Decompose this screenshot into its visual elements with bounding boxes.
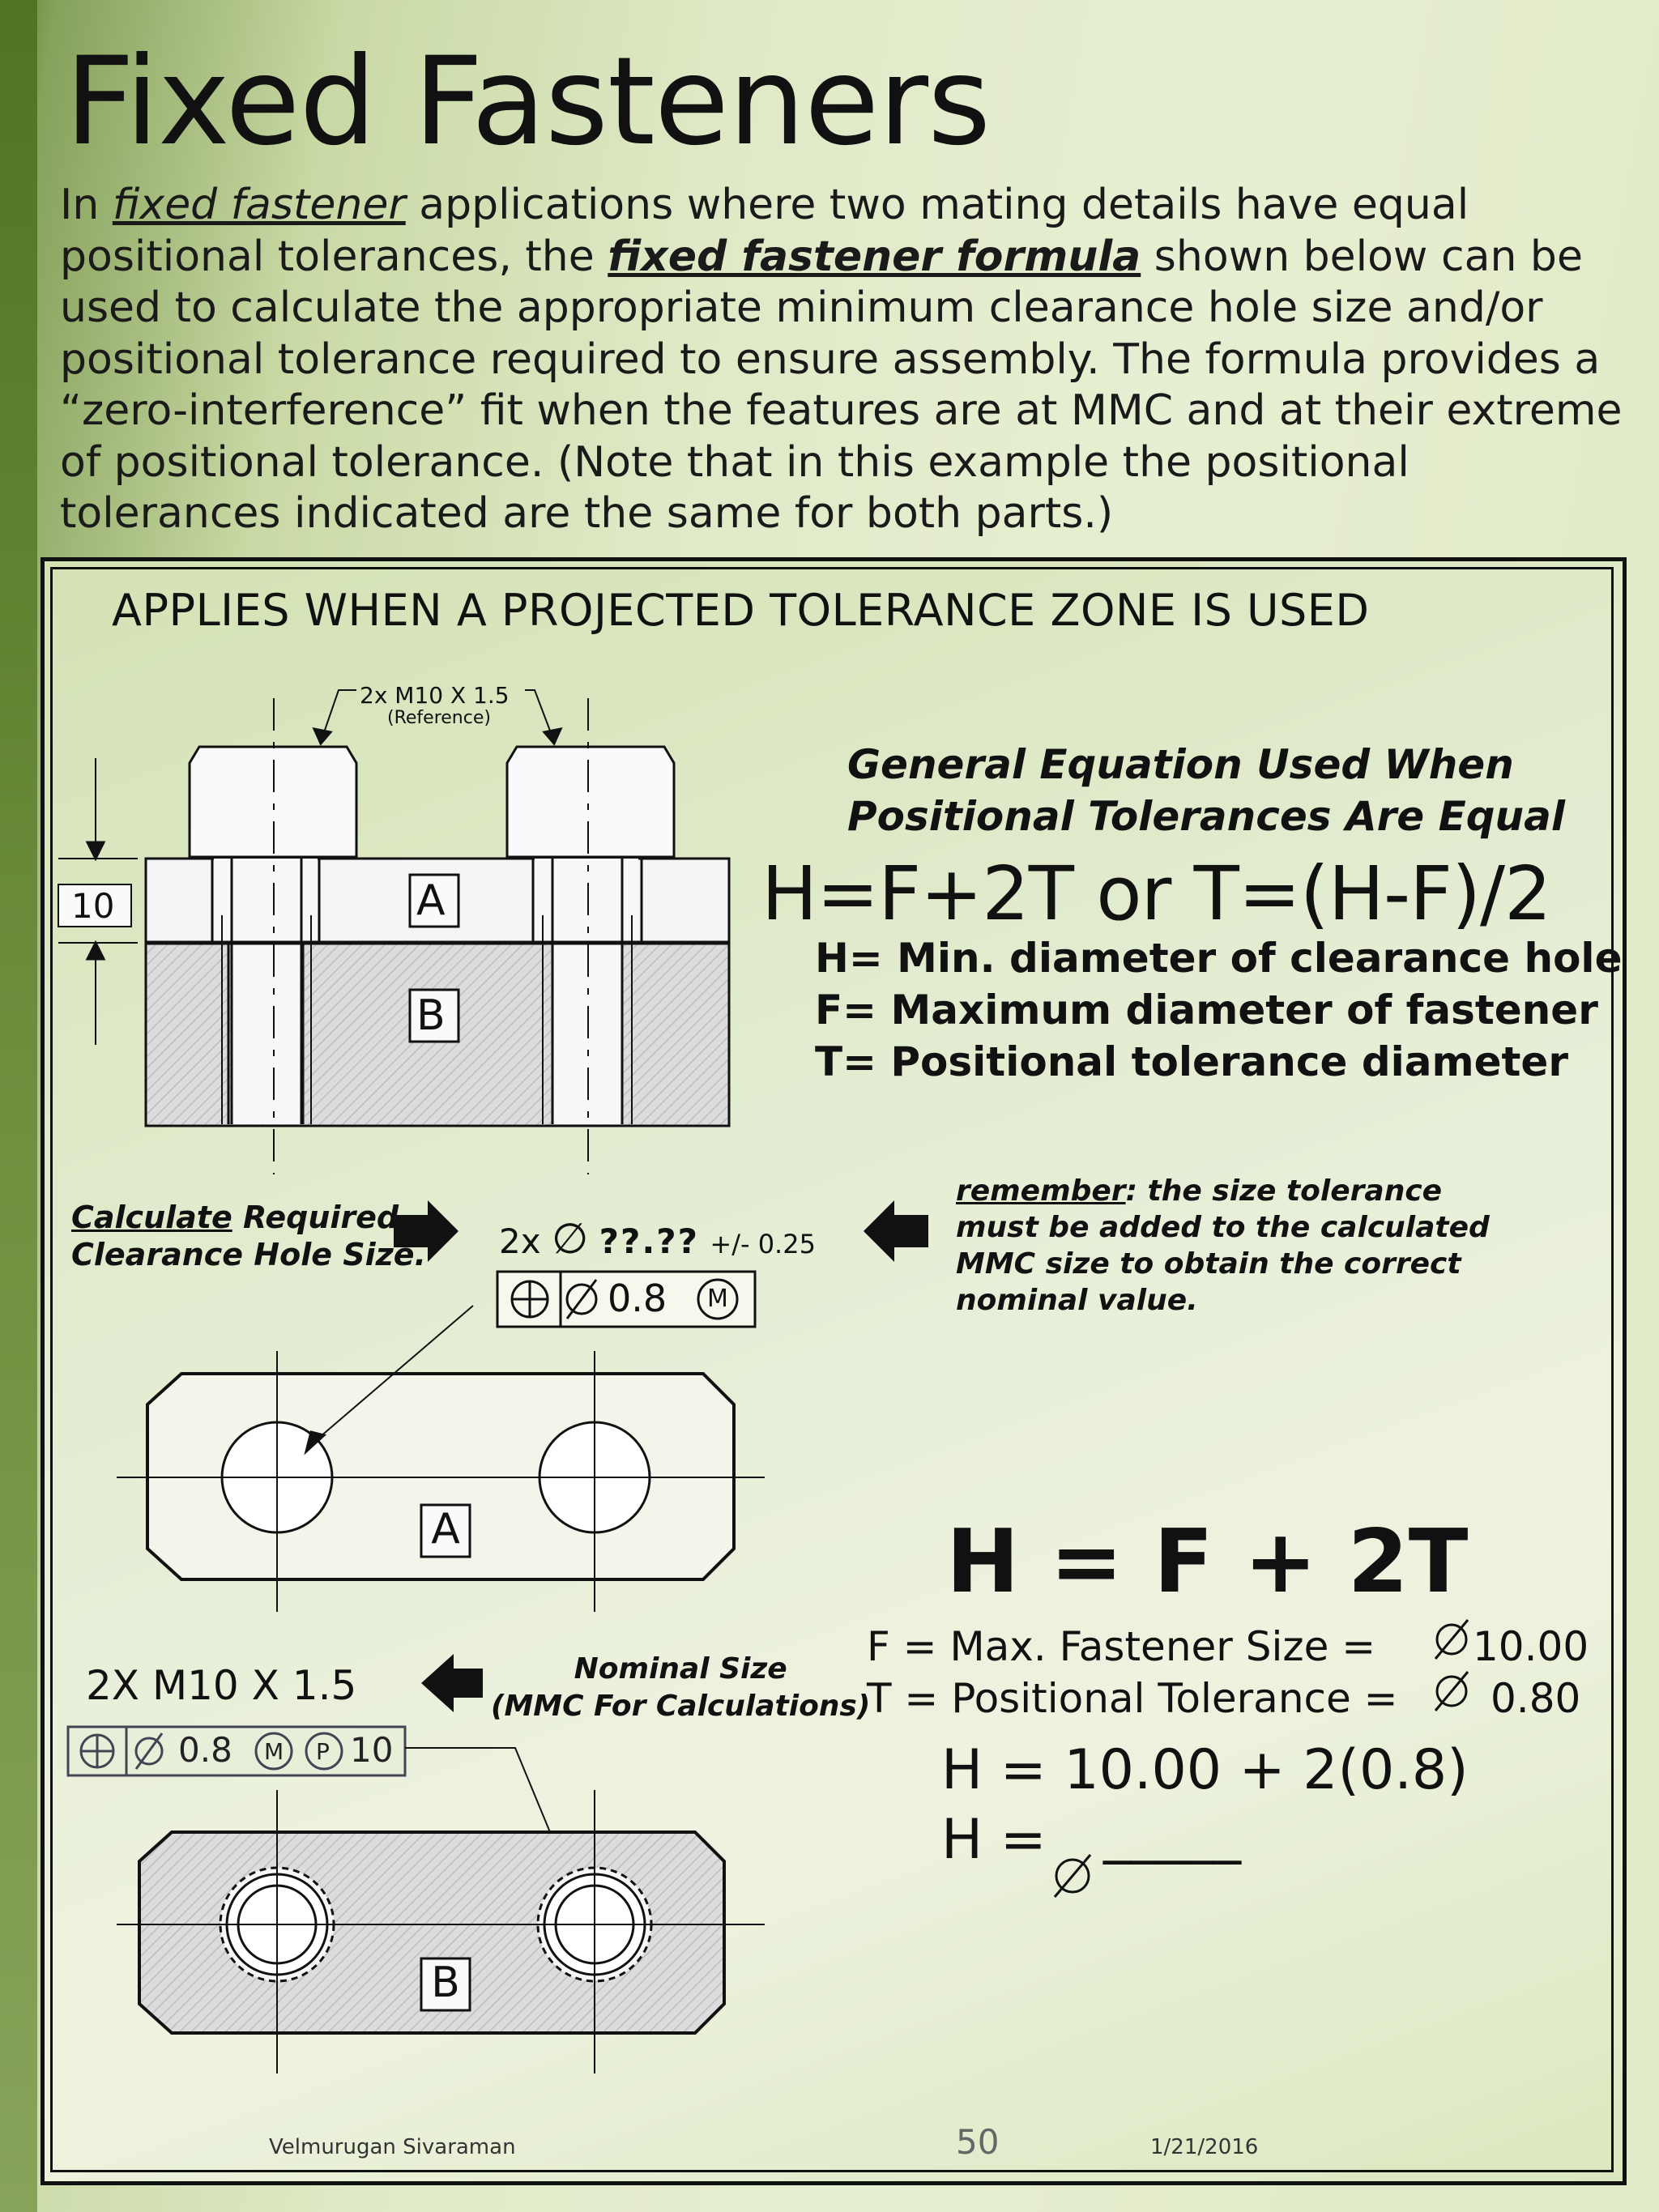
footer-date: 1/21/2016 <box>1150 2135 1259 2159</box>
calculate-note <box>71 1199 426 1273</box>
callout-top-prefix: 2x <box>499 1221 541 1261</box>
geh-line-1: General Equation Used When <box>847 741 1514 788</box>
bolt-head-right <box>507 747 674 857</box>
fcf-top-mod-m: M <box>707 1285 728 1313</box>
fcf-bottom-mod-m: M <box>264 1738 284 1765</box>
general-equation-heading <box>847 739 1565 842</box>
remember-underlined: remember <box>956 1174 1126 1208</box>
worked-h-calc: H = 10.00 + 2(0.8) <box>941 1738 1469 1802</box>
applies-heading: APPLIES WHEN A PROJECTED TOLERANCE ZONE IS USED <box>112 585 1370 636</box>
fcf-bottom-value: 0.8 <box>178 1730 232 1770</box>
remember-line-1: : the size tolerance <box>1125 1174 1443 1208</box>
footer-author: Velmurugan Sivaraman <box>269 2135 516 2159</box>
definition-f: F= Maximum diameter of fastener <box>815 987 1598 1034</box>
worked-h-blank: _____ <box>1103 1801 1241 1865</box>
calc-line-2: Clearance Hole Size. <box>71 1237 426 1272</box>
worked-t-label: T = Positional Tolerance = <box>867 1675 1398 1722</box>
plate-b-datum-label: B <box>431 1958 460 2007</box>
geh-line-2: Positional Tolerances Are Equal <box>847 793 1566 840</box>
intro-text-1: In <box>60 181 113 229</box>
arrow-left-icon <box>864 1200 928 1262</box>
general-formula: H=F+2T or T=(H-F)/2 <box>761 850 1551 937</box>
intro-text-2: applications where two mating details have equal positional tolerances, the <box>60 181 1469 281</box>
footer-page-number: 50 <box>956 2122 1000 2162</box>
worked-f-label: F = Max. Fastener Size = <box>867 1623 1376 1670</box>
worked-h-result-prefix: H = <box>941 1808 1047 1872</box>
section-view <box>58 690 729 1174</box>
fcf-bottom-mod-p: P <box>316 1738 330 1765</box>
nominal-line-1: Nominal Size <box>574 1652 787 1686</box>
plate-b-view <box>117 1790 765 2073</box>
remember-line-4: nominal value. <box>956 1284 1198 1317</box>
callout-top-tol: +/- 0.25 <box>710 1229 816 1259</box>
plate-a-datum-label: A <box>431 1505 460 1554</box>
datum-a-label: A <box>416 876 446 925</box>
thread-callout-label: 2x M10 X 1.5 <box>360 682 510 709</box>
dim-10-label: 10 <box>71 886 115 926</box>
callout-top <box>499 1215 816 1264</box>
worked-formula: H = F + 2T <box>946 1511 1469 1613</box>
definition-t: T= Positional tolerance diameter <box>815 1038 1568 1085</box>
plate-a-view <box>117 1306 765 1612</box>
fcf-top-value: 0.8 <box>608 1276 667 1320</box>
reference-label: (Reference) <box>387 708 491 728</box>
intro-term-fixed-fastener: fixed fastener <box>112 181 406 229</box>
fcf-bottom-projected: 10 <box>350 1730 394 1770</box>
calc-line-1: Required <box>232 1200 399 1235</box>
worked-f-value: 10.00 <box>1473 1623 1589 1670</box>
worked-t-value: 0.80 <box>1491 1675 1581 1722</box>
datum-b-label: B <box>416 991 446 1040</box>
nominal-line-2: (MMC For Calculations) <box>491 1690 871 1723</box>
callout-bottom: 2X M10 X 1.5 <box>86 1662 357 1709</box>
nominal-note <box>491 1651 870 1725</box>
calc-underlined: Calculate <box>71 1200 232 1235</box>
remember-note <box>956 1173 1490 1319</box>
remember-line-2: must be added to the calculated <box>956 1211 1490 1244</box>
callout-top-size: ??.?? <box>599 1221 700 1261</box>
definition-h: H= Min. diameter of clearance hole <box>815 935 1623 982</box>
arrow-left-icon-2 <box>421 1654 483 1712</box>
intro-term-formula: fixed fastener formula <box>608 232 1141 281</box>
remember-line-3: MMC size to obtain the correct <box>956 1247 1461 1281</box>
intro-text-3: shown below can be used to calculate the appropriate minimum clearance hole size and/or positional tolerance required to ensure assembly. The formula provides a “zero-interference” fit when the features are at MMC and at their extreme of positional tolerance. (Note that in this example the positional tolerances indicated are the same for both parts.) <box>60 232 1623 538</box>
page-title: Fixed Fasteners <box>65 32 991 173</box>
diameter-glyph-icon: ∅ <box>551 1215 589 1264</box>
